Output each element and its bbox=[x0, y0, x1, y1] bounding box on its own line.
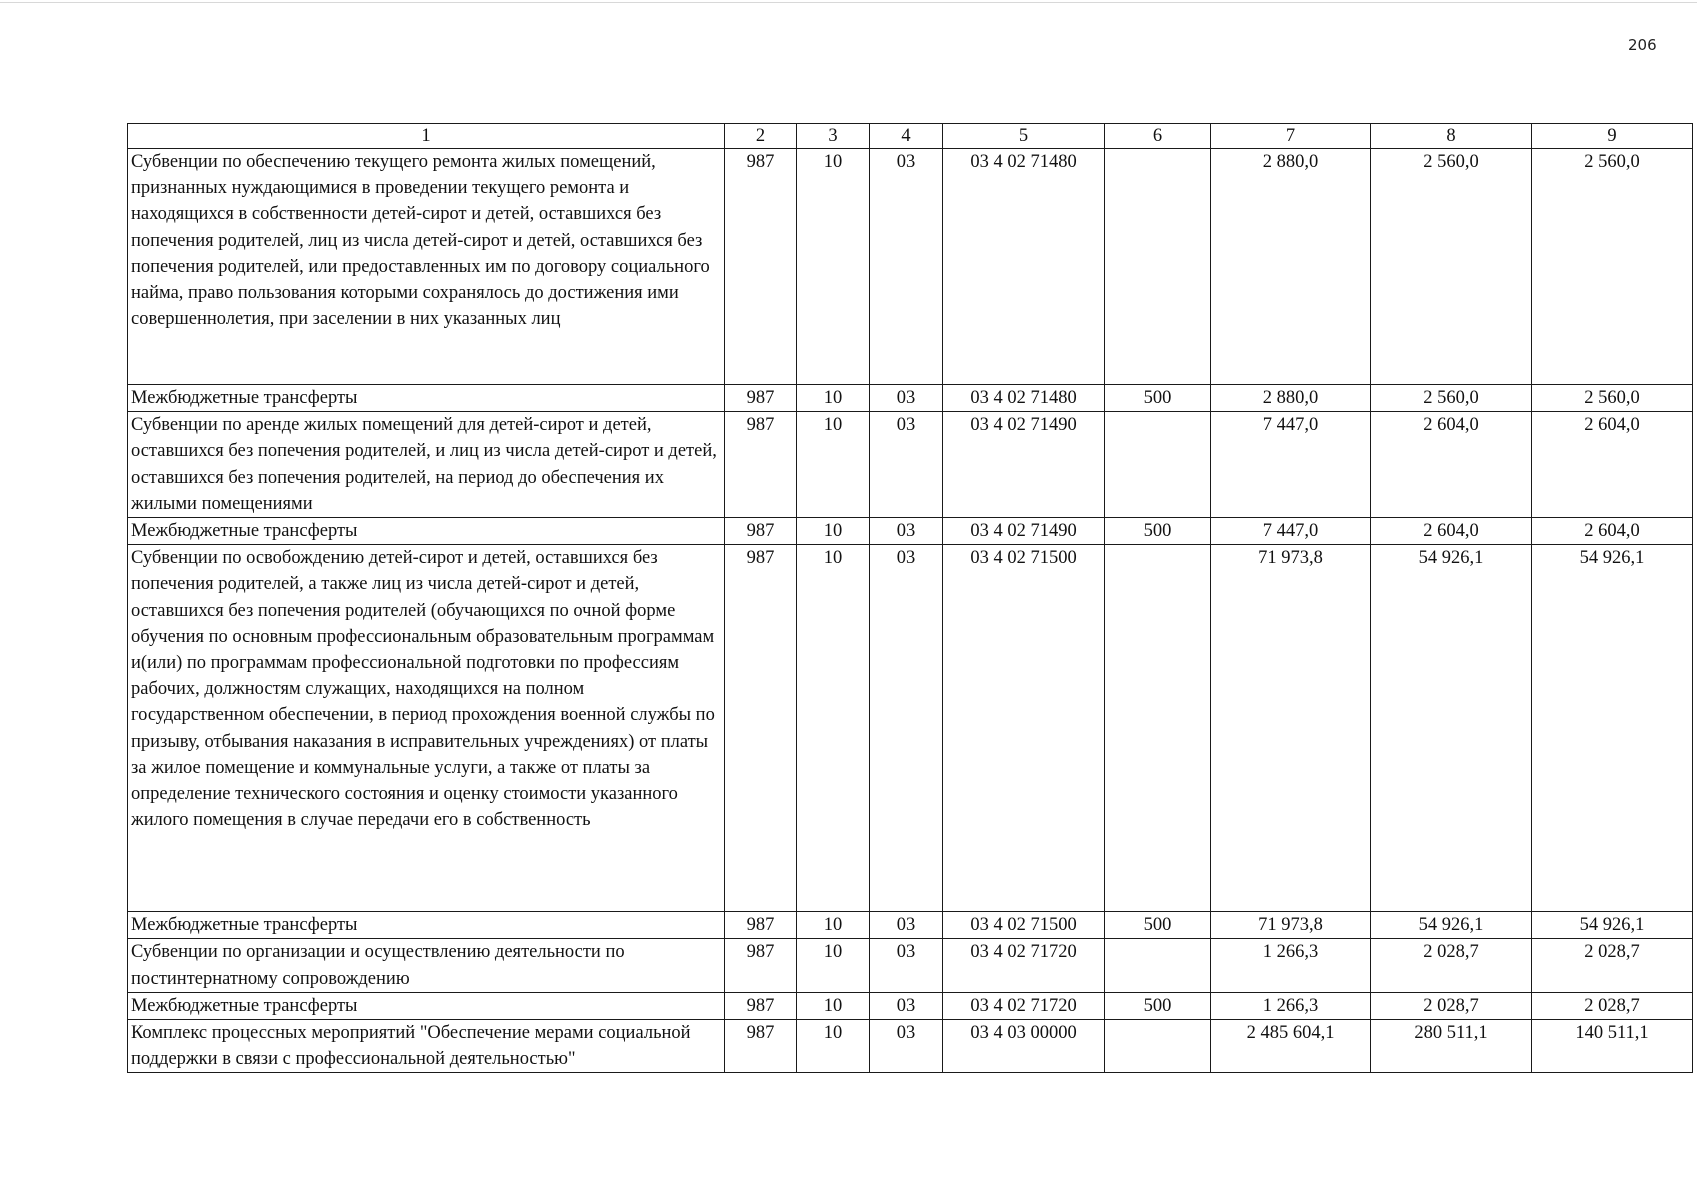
subsection-code: 03 bbox=[870, 939, 943, 992]
table-row bbox=[128, 939, 1693, 992]
column-number: 8 bbox=[1371, 124, 1532, 149]
column-number-header-row bbox=[128, 124, 1693, 149]
section-code: 10 bbox=[797, 385, 870, 412]
section-code: 10 bbox=[797, 992, 870, 1019]
amount-col8: 54 926,1 bbox=[1371, 912, 1532, 939]
ministry-code: 987 bbox=[725, 518, 797, 545]
subsection-code: 03 bbox=[870, 1020, 943, 1073]
row-description: Субвенции по организации и осуществлению деятельности по постинтернатному сопровождению bbox=[128, 939, 725, 992]
row-description: Субвенции по обеспечению текущего ремонта жилых помещений, признанных нуждающимися в проведении текущего ремонта и находящихся в собственности детей-сирот и детей, оставшихся без попечения родителей, лиц из числа детей-сирот и детей, оставшихся без попечения родителей, или предоставленных им по договору социального найма, право пользования которыми сохранялось до достижения ими совершеннолетия, при заселении в них указанных лиц bbox=[128, 149, 725, 385]
target-article-code: 03 4 02 71480 bbox=[943, 385, 1105, 412]
amount-col7: 2 880,0 bbox=[1211, 385, 1371, 412]
ministry-code: 987 bbox=[725, 149, 797, 385]
column-number: 1 bbox=[128, 124, 725, 149]
subsection-code: 03 bbox=[870, 545, 943, 912]
amount-col9: 54 926,1 bbox=[1532, 912, 1693, 939]
expense-type-code bbox=[1105, 939, 1211, 992]
subsection-code: 03 bbox=[870, 149, 943, 385]
table-row bbox=[128, 412, 1693, 518]
subsection-code: 03 bbox=[870, 518, 943, 545]
target-article-code: 03 4 03 00000 bbox=[943, 1020, 1105, 1073]
amount-col7: 1 266,3 bbox=[1211, 939, 1371, 992]
row-description: Межбюджетные трансферты bbox=[128, 385, 725, 412]
amount-col9: 54 926,1 bbox=[1532, 545, 1693, 912]
column-number: 6 bbox=[1105, 124, 1211, 149]
table-row bbox=[128, 385, 1693, 412]
row-description: Межбюджетные трансферты bbox=[128, 912, 725, 939]
table-row bbox=[128, 149, 1693, 385]
ministry-code: 987 bbox=[725, 992, 797, 1019]
amount-col7: 71 973,8 bbox=[1211, 545, 1371, 912]
amount-col8: 2 560,0 bbox=[1371, 385, 1532, 412]
amount-col9: 2 604,0 bbox=[1532, 518, 1693, 545]
row-description: Субвенции по освобождению детей-сирот и детей, оставшихся без попечения родителей, а также лиц из числа детей-сирот и детей, оставшихся без попечения родителей (обучающихся по очной форме обучения по основным профессиональным образовательным программам и(или) по программам профессиональной подготовки по профессиям рабочих, должностям служащих, находящихся на полном государственном обеспечении, в период прохождения военной службы по призыву, отбывания наказания в исправительных учреждениях) от платы за жилое помещение и коммунальные услуги, а также от платы за определение технического состояния и оценку стоимости указанного жилого помещения в случае передачи его в собственность bbox=[128, 545, 725, 912]
section-code: 10 bbox=[797, 545, 870, 912]
expense-type-code: 500 bbox=[1105, 992, 1211, 1019]
expense-type-code: 500 bbox=[1105, 518, 1211, 545]
amount-col9: 2 028,7 bbox=[1532, 992, 1693, 1019]
column-number: 9 bbox=[1532, 124, 1693, 149]
amount-col8: 280 511,1 bbox=[1371, 1020, 1532, 1073]
budget-table bbox=[127, 123, 1693, 1073]
target-article-code: 03 4 02 71500 bbox=[943, 912, 1105, 939]
row-description: Межбюджетные трансферты bbox=[128, 992, 725, 1019]
amount-col8: 2 604,0 bbox=[1371, 518, 1532, 545]
section-code: 10 bbox=[797, 149, 870, 385]
amount-col8: 2 028,7 bbox=[1371, 939, 1532, 992]
target-article-code: 03 4 02 71720 bbox=[943, 992, 1105, 1019]
subsection-code: 03 bbox=[870, 912, 943, 939]
target-article-code: 03 4 02 71500 bbox=[943, 545, 1105, 912]
row-description: Межбюджетные трансферты bbox=[128, 518, 725, 545]
expense-type-code: 500 bbox=[1105, 912, 1211, 939]
amount-col9: 2 604,0 bbox=[1532, 412, 1693, 518]
target-article-code: 03 4 02 71490 bbox=[943, 412, 1105, 518]
subsection-code: 03 bbox=[870, 385, 943, 412]
section-code: 10 bbox=[797, 1020, 870, 1073]
column-number: 5 bbox=[943, 124, 1105, 149]
section-code: 10 bbox=[797, 412, 870, 518]
expense-type-code bbox=[1105, 545, 1211, 912]
amount-col8: 2 028,7 bbox=[1371, 992, 1532, 1019]
table-row bbox=[128, 1020, 1693, 1073]
amount-col7: 7 447,0 bbox=[1211, 518, 1371, 545]
table-row bbox=[128, 545, 1693, 912]
ministry-code: 987 bbox=[725, 412, 797, 518]
expense-type-code bbox=[1105, 412, 1211, 518]
section-code: 10 bbox=[797, 518, 870, 545]
ministry-code: 987 bbox=[725, 939, 797, 992]
row-description: Субвенции по аренде жилых помещений для детей-сирот и детей, оставшихся без попечения родителей, и лиц из числа детей-сирот и детей, оставшихся без попечения родителей, на период до обеспечения их жилыми помещениями bbox=[128, 412, 725, 518]
section-code: 10 bbox=[797, 912, 870, 939]
subsection-code: 03 bbox=[870, 992, 943, 1019]
amount-col7: 2 485 604,1 bbox=[1211, 1020, 1371, 1073]
target-article-code: 03 4 02 71490 bbox=[943, 518, 1105, 545]
amount-col7: 71 973,8 bbox=[1211, 912, 1371, 939]
expense-type-code: 500 bbox=[1105, 385, 1211, 412]
amount-col9: 2 560,0 bbox=[1532, 149, 1693, 385]
ministry-code: 987 bbox=[725, 1020, 797, 1073]
column-number: 7 bbox=[1211, 124, 1371, 149]
amount-col9: 2 028,7 bbox=[1532, 939, 1693, 992]
amount-col7: 7 447,0 bbox=[1211, 412, 1371, 518]
ministry-code: 987 bbox=[725, 912, 797, 939]
row-description: Комплекс процессных мероприятий "Обеспечение мерами социальной поддержки в связи с профессиональной деятельностью" bbox=[128, 1020, 725, 1073]
subsection-code: 03 bbox=[870, 412, 943, 518]
amount-col8: 2 560,0 bbox=[1371, 149, 1532, 385]
ministry-code: 987 bbox=[725, 385, 797, 412]
table-row bbox=[128, 912, 1693, 939]
section-code: 10 bbox=[797, 939, 870, 992]
page-number: 206 bbox=[1628, 36, 1657, 54]
page-top-edge bbox=[0, 2, 1697, 3]
target-article-code: 03 4 02 71480 bbox=[943, 149, 1105, 385]
ministry-code: 987 bbox=[725, 545, 797, 912]
amount-col9: 140 511,1 bbox=[1532, 1020, 1693, 1073]
target-article-code: 03 4 02 71720 bbox=[943, 939, 1105, 992]
amount-col9: 2 560,0 bbox=[1532, 385, 1693, 412]
column-number: 4 bbox=[870, 124, 943, 149]
amount-col8: 2 604,0 bbox=[1371, 412, 1532, 518]
table-row bbox=[128, 992, 1693, 1019]
column-number: 2 bbox=[725, 124, 797, 149]
column-number: 3 bbox=[797, 124, 870, 149]
table-row bbox=[128, 518, 1693, 545]
amount-col7: 2 880,0 bbox=[1211, 149, 1371, 385]
amount-col7: 1 266,3 bbox=[1211, 992, 1371, 1019]
amount-col8: 54 926,1 bbox=[1371, 545, 1532, 912]
expense-type-code bbox=[1105, 1020, 1211, 1073]
expense-type-code bbox=[1105, 149, 1211, 385]
